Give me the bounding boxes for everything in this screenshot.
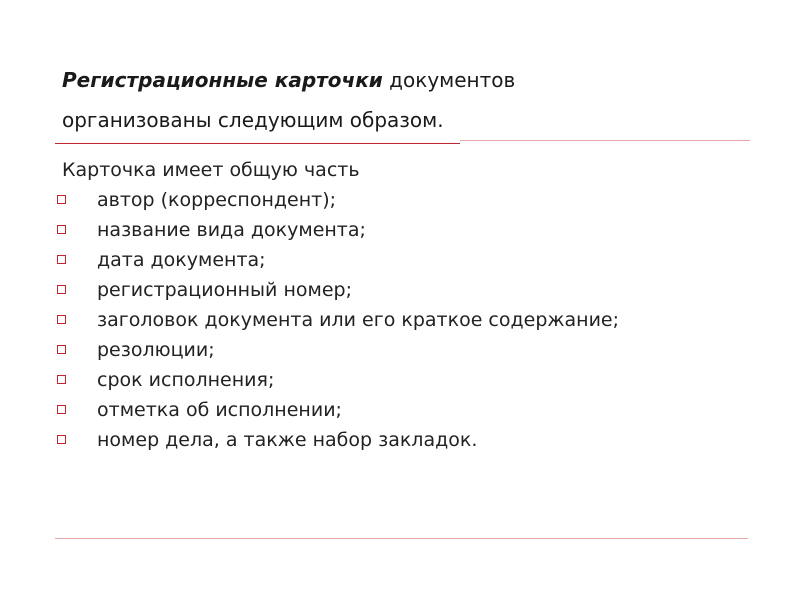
list-item-text: срок исполнения;	[97, 369, 275, 391]
title-divider-light	[460, 140, 750, 141]
list-item-text: автор (корреспондент);	[97, 189, 337, 211]
list-item-text: название вида документа;	[97, 219, 366, 241]
hollow-square-bullet-icon	[57, 435, 66, 444]
list-item-text: регистрационный номер;	[97, 279, 352, 301]
list-item-text: дата документа;	[97, 249, 266, 271]
intro-text: Карточка имеет общую часть	[62, 159, 360, 181]
title-divider-dark	[55, 143, 460, 144]
list-item-text: резолюции;	[97, 339, 215, 361]
hollow-square-bullet-icon	[57, 195, 66, 204]
slide-title-rest: документов	[382, 68, 516, 92]
hollow-square-bullet-icon	[57, 345, 66, 354]
hollow-square-bullet-icon	[57, 405, 66, 414]
footer-divider	[55, 538, 748, 539]
hollow-square-bullet-icon	[57, 225, 66, 234]
hollow-square-bullet-icon	[57, 255, 66, 264]
hollow-square-bullet-icon	[57, 285, 66, 294]
list-item-text: отметка об исполнении;	[97, 399, 342, 421]
list-item-text: номер дела, а также набор закладок.	[97, 429, 478, 451]
hollow-square-bullet-icon	[57, 375, 66, 384]
slide-title-line2: организованы следующим образом.	[62, 108, 444, 132]
hollow-square-bullet-icon	[57, 315, 66, 324]
list-item-text: заголовок документа или его краткое содержание;	[97, 309, 620, 331]
slide-title	[62, 60, 762, 140]
slide-title-emphasis: Регистрационные карточки	[62, 68, 383, 92]
